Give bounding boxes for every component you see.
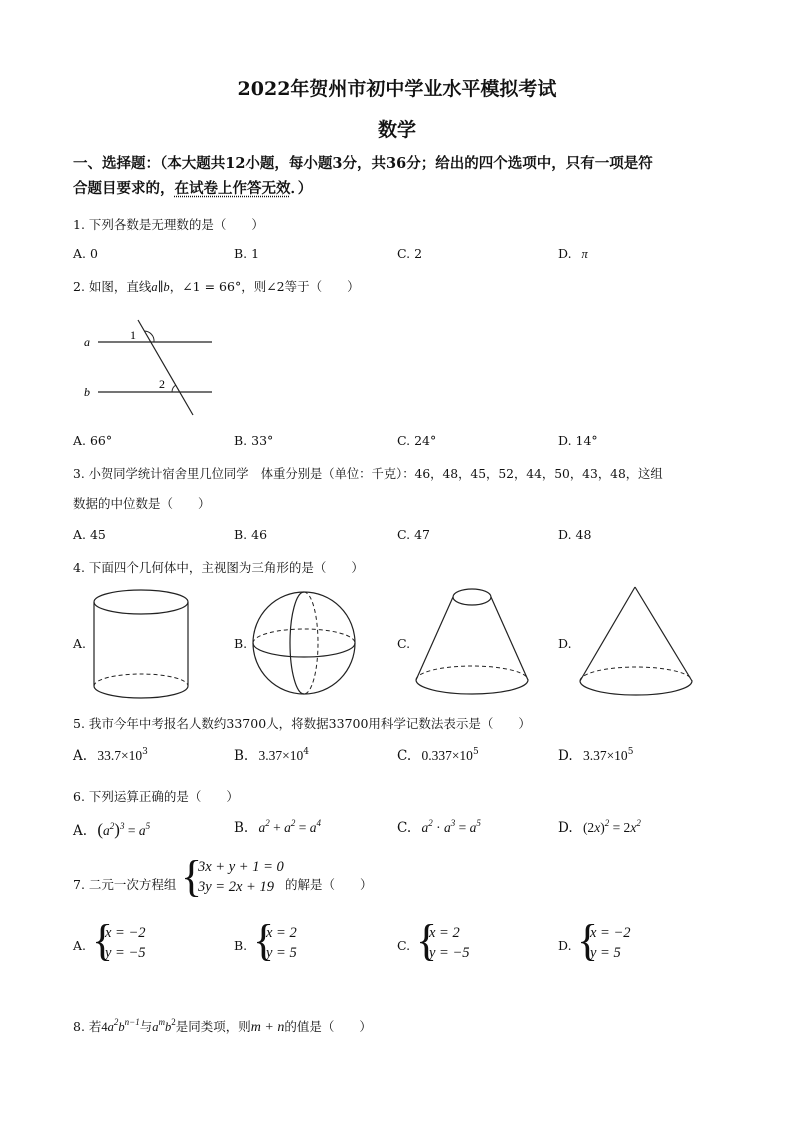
q1-option-d-label: D. — [558, 246, 572, 261]
q3-option-b: B. 46 — [234, 527, 268, 542]
q6-option-a-expr: $(a^2)^3 = a^5$ — [97, 820, 151, 839]
q5-option-d-exp: 5 — [627, 747, 634, 757]
q5-option-b — [234, 748, 309, 764]
q6-option-a — [73, 820, 150, 840]
q4-stem: 4. 下面四个几何体中，主视图为三角形的是（ ） — [73, 560, 364, 575]
q2-label-b: b — [84, 385, 90, 399]
q5-option-d-label: D. — [558, 748, 573, 764]
q8-stem — [73, 1017, 372, 1036]
q7-stem-prefix: 7. 二元一次方程组 — [73, 877, 177, 892]
q2-transversal — [138, 320, 193, 415]
q3-option-d: D. 48 — [558, 527, 592, 542]
q7-option-c-y: y = −5 — [429, 945, 470, 961]
q7-option-c-label: C. — [397, 938, 411, 953]
q6-option-c — [397, 820, 481, 836]
q3-stem-line1: 3. 小贺同学统计宿舍里几位同学 体重分别是（单位：千克）：46，48，45，52，44，50，43，48，这组 — [73, 467, 663, 481]
q7-option-a-y: y = −5 — [105, 945, 146, 961]
q7-option-a-x: x = −2 — [105, 925, 146, 941]
q8-term2: $a^mb^2$ — [152, 1017, 176, 1034]
exam-title: 2022年贺州市初中学业水平模拟考试 — [237, 78, 557, 100]
q7-option-d-system — [590, 923, 631, 963]
sphere-figure — [248, 590, 363, 700]
subject-title: 数学 — [377, 119, 416, 141]
q5-option-a-exp: 3 — [142, 747, 148, 757]
q5-option-d-base: 3.37×10 — [582, 748, 628, 763]
q8-term1: $4a^2b^{n-1}$ — [101, 1017, 140, 1034]
q2-stem-prefix: 2. 如图，直线 — [73, 279, 152, 294]
q2-stem — [73, 277, 360, 295]
q7-option-c-x: x = 2 — [429, 925, 460, 941]
q1-option-a: A. 0 — [73, 246, 98, 261]
q2-label-a: a — [84, 335, 90, 349]
q7-option-b-y: y = 5 — [266, 945, 297, 961]
q2-option-d: D. 14° — [558, 433, 598, 448]
q7-option-c-system — [429, 923, 470, 963]
q5-option-c — [397, 748, 479, 764]
q6-stem: 6. 下列运算正确的是（ ） — [73, 789, 239, 804]
q7-option-d-brace: { — [577, 916, 599, 965]
q7-option-b-label: B. — [234, 938, 248, 953]
q5-option-b-base: 3.37×10 — [258, 748, 304, 763]
q3-option-c: C. 47 — [397, 527, 430, 542]
q1-stem: 1. 下列各数是无理数的是（ ） — [73, 217, 264, 232]
q7-option-b-x: x = 2 — [266, 925, 297, 941]
q8-stem-expr: m + n — [250, 1020, 285, 1035]
section-line2-suffix: ．） — [290, 180, 313, 197]
q5-option-c-base: 0.337×10 — [421, 748, 473, 763]
q6-option-c-expr: $a^2 \cdot a^3 = a^5$ — [421, 818, 481, 835]
q5-option-a-label: A. — [73, 748, 88, 764]
q5-option-c-exp: 5 — [472, 747, 479, 757]
q6-option-a-label: A. — [73, 823, 88, 839]
q6-option-b-label: B. — [234, 820, 249, 836]
q2-label-1: 1 — [130, 328, 136, 342]
q2-angle2-arc — [172, 385, 176, 392]
q4-option-a-label: A. — [73, 636, 87, 651]
q7-option-a-system — [105, 923, 146, 963]
cylinder-figure — [88, 586, 198, 706]
q2-stem-mid: ，∠1 = 66°，则∠2等于（ ） — [169, 279, 360, 294]
q7-option-b-brace: { — [253, 916, 275, 965]
q2-option-c: C. 24° — [397, 433, 437, 448]
q6-option-d-label: D. — [558, 820, 573, 836]
q6-option-d-expr: $(2x)^2 = 2x^2$ — [582, 818, 641, 835]
q4-option-c-label: C. — [397, 636, 411, 651]
q7-system-brace: { — [181, 852, 203, 901]
q1-option-b: B. 1 — [234, 246, 260, 261]
section-header-line2 — [73, 177, 312, 198]
q7-option-d-x: x = −2 — [590, 925, 631, 941]
section-header-line1: 一、选择题：（本大题共12小题，每小题3分，共36分；给出的四个选项中，只有一项是符 — [73, 155, 653, 172]
q8-stem-mid1: 与 — [139, 1019, 153, 1034]
q2-label-2: 2 — [159, 377, 165, 391]
q7-option-a-label: A. — [73, 938, 87, 953]
q8-stem-mid2: 是同类项，则 — [175, 1019, 251, 1034]
q6-option-d — [558, 820, 641, 836]
q5-option-a-base: 33.7×10 — [97, 748, 143, 763]
q2-figure — [80, 312, 220, 422]
q1-option-d-value: π — [581, 247, 588, 261]
q2-option-b: B. 33° — [234, 433, 274, 448]
q1-option-d — [558, 246, 588, 262]
q6-option-c-label: C. — [397, 820, 412, 836]
q7-option-d-y: y = 5 — [590, 945, 621, 961]
q8-stem-suffix: 的值是（ ） — [284, 1019, 372, 1034]
q4-option-b-label: B. — [234, 636, 248, 651]
q5-stem: 5. 我市今年中考报名人数约33700人，将数据33700用科学记数法表示是（ ） — [73, 716, 531, 731]
cone-figure — [574, 584, 699, 706]
q5-option-b-exp: 4 — [303, 747, 309, 757]
q7-option-b-system — [266, 923, 297, 963]
q8-stem-prefix: 8. 若 — [73, 1019, 102, 1034]
q2-option-a: A. 66° — [73, 433, 113, 448]
q7-system-line1: 3x + y + 1 = 0 — [198, 859, 284, 875]
q4-option-d-label: D. — [558, 636, 572, 651]
q3-option-a: A. 45 — [73, 527, 106, 542]
q1-option-c: C. 2 — [397, 246, 423, 261]
q7-option-c-brace: { — [416, 916, 438, 965]
q7-option-a-brace: { — [92, 916, 114, 965]
q7-system — [198, 857, 284, 897]
section-line2-dotted: 在试卷上作答无效 — [174, 180, 291, 197]
q5-option-a — [73, 748, 148, 764]
q6-option-b — [234, 820, 321, 836]
q7-option-d-label: D. — [558, 938, 572, 953]
q2-stem-parallel: a∥b — [151, 280, 170, 294]
q5-option-d — [558, 748, 633, 764]
q3-stem-line2: 数据的中位数是（ ） — [73, 496, 211, 511]
section-line2-prefix: 合题目要求的， — [73, 180, 175, 197]
q7-stem-suffix: 的解是（ ） — [285, 877, 373, 892]
frustum-figure — [412, 585, 537, 705]
q5-option-b-label: B. — [234, 748, 249, 764]
q5-option-c-label: C. — [397, 748, 412, 764]
q6-option-b-expr: $a^2 + a^2 = a^4$ — [258, 818, 322, 835]
q7-system-line2: 3y = 2x + 19 — [198, 879, 274, 895]
